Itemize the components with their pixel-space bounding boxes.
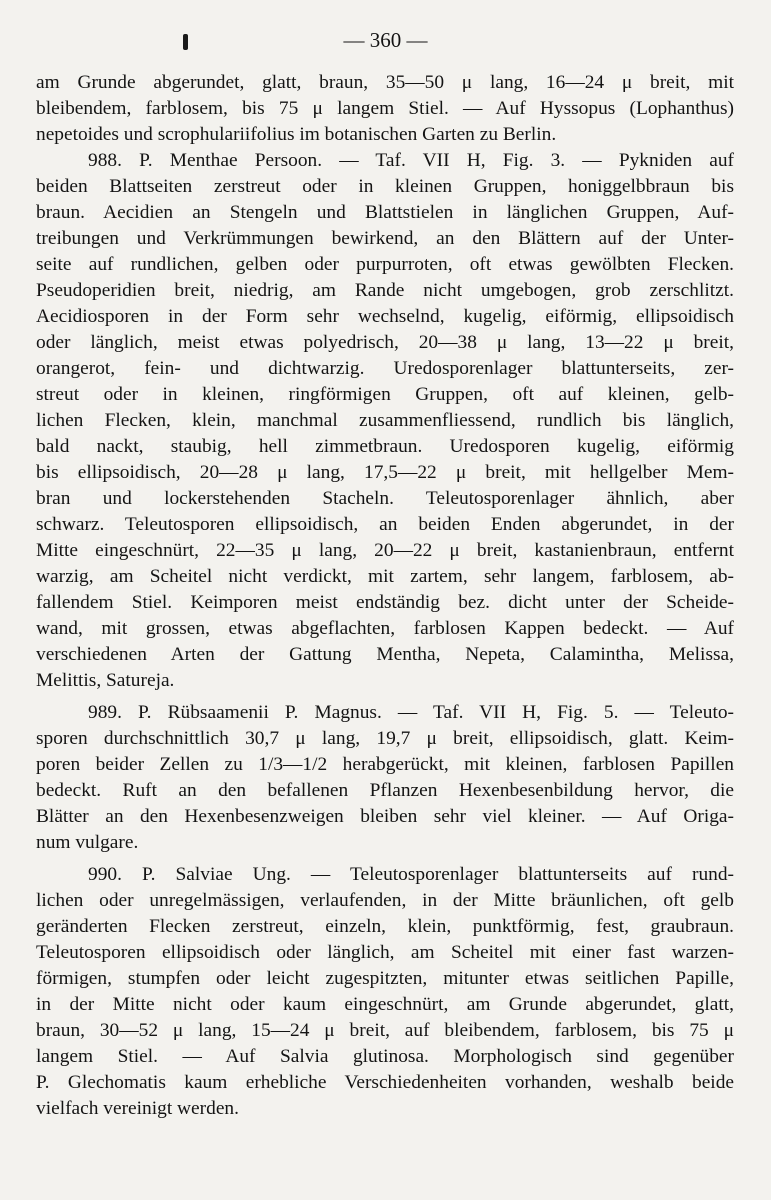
text-line: oder länglich, meist etwas polyedrisch, 20—38 μ lang, 13—22 μ breit, (36, 332, 734, 353)
text-line: beiden Blattseiten zerstreut oder in kleinen Gruppen, honiggelbbraun bis (36, 176, 734, 197)
text-line: Aecidiosporen in der Form sehr wechselnd, kugelig, eiförmig, ellipsoidisch (36, 306, 734, 327)
text-line: treibungen und Verkrümmungen bewirkend, an den Blättern auf der Unter- (36, 228, 734, 249)
text-line: bedeckt. Ruft an den befallenen Pflanzen Hexenbesenbildung hervor, die (36, 780, 734, 801)
text-line: langem Stiel. — Auf Salvia glutinosa. Morphologisch sind gegenüber (36, 1046, 734, 1067)
text-line: in der Mitte nicht oder kaum eingeschnürt, am Grunde abgerundet, glatt, (36, 994, 734, 1015)
text-line: wand, mit grossen, etwas abgeflachten, farblosen Kappen bedeckt. — Auf (36, 618, 734, 639)
text-line: verschiedenen Arten der Gattung Mentha, Nepeta, Calamintha, Melissa, (36, 644, 734, 665)
text-line: fallendem Stiel. Keimporen meist endständig bez. dicht unter der Scheide- (36, 592, 734, 613)
text-line: am Grunde abgerundet, glatt, braun, 35—50 μ lang, 16—24 μ breit, mit (36, 72, 734, 93)
text-line: Melittis, Satureja. (36, 670, 175, 691)
text-line: 990. P. Salviae Ung. — Teleutosporenlager blattunterseits auf rund- (88, 864, 734, 885)
text-line: streut oder in kleinen, ringförmigen Gruppen, oft auf kleinen, gelb- (36, 384, 734, 405)
text-line: warzig, am Scheitel nicht verdickt, mit zartem, sehr langem, farblosem, ab- (36, 566, 734, 587)
text-line: 989. P. Rübsaamenii P. Magnus. — Taf. VII H, Fig. 5. — Teleuto- (88, 702, 734, 723)
text-line: Blätter an den Hexenbesenzweigen bleiben sehr viel kleiner. — Auf Origa- (36, 806, 734, 827)
page-number: — 360 — (343, 28, 428, 52)
text-line: nepetoides und scrophulariifolius im botanischen Garten zu Berlin. (36, 124, 557, 145)
text-line: orangerot, fein- und dichtwarzig. Uredosporenlager blattunterseits, zer- (36, 358, 734, 379)
text-line: schwarz. Teleutosporen ellipsoidisch, an beiden Enden abgerundet, in der (36, 514, 734, 535)
text-line: seite auf rundlichen, gelben oder purpurroten, oft etwas gewölbten Flecken. (36, 254, 734, 275)
text-line: bleibendem, farblosem, bis 75 μ langem Stiel. — Auf Hyssopus (Lophanthus) (36, 98, 734, 119)
text-line: Pseudoperidien breit, niedrig, am Rande nicht umgebogen, grob zerschlitzt. (36, 280, 734, 301)
text-line: bis ellipsoidisch, 20—28 μ lang, 17,5—22 μ breit, mit hellgelber Mem- (36, 462, 734, 483)
text-line: vielfach vereinigt werden. (36, 1098, 239, 1119)
text-line: Mitte eingeschnürt, 22—35 μ lang, 20—22 μ breit, kastanienbraun, entfernt (36, 540, 734, 561)
text-line: lichen oder unregelmässigen, verlaufenden, in der Mitte bräunlichen, oft gelb (36, 890, 734, 911)
text-line: braun. Aecidien an Stengeln und Blattstielen in länglichen Gruppen, Auf- (36, 202, 734, 223)
text-line: poren beider Zellen zu 1/3—1/2 herabgerückt, mit kleinen, farblosen Papillen (36, 754, 734, 775)
text-line: Teleutosporen ellipsoidisch oder länglich, am Scheitel mit einer fast warzen- (36, 942, 734, 963)
text-line: bran und lockerstehenden Stacheln. Teleutosporenlager ähnlich, aber (36, 488, 734, 509)
text-line: lichen Flecken, klein, manchmal zusammenfliessend, rundlich bis länglich, (36, 410, 734, 431)
text-line: num vulgare. (36, 832, 139, 853)
text-line: P. Glechomatis kaum erhebliche Verschiedenheiten vorhanden, weshalb beide (36, 1072, 734, 1093)
text-line: 988. P. Menthae Persoon. — Taf. VII H, Fig. 3. — Pykniden auf (88, 150, 734, 171)
text-line: sporen durchschnittlich 30,7 μ lang, 19,7 μ breit, ellipsoidisch, glatt. Keim- (36, 728, 734, 749)
text-line: förmigen, stumpfen oder leicht zugespitzten, mitunter etwas seitlichen Papille, (36, 968, 734, 989)
text-line: bald nackt, staubig, hell zimmetbraun. Uredosporen kugelig, eiförmig (36, 436, 734, 457)
text-line: braun, 30—52 μ lang, 15—24 μ breit, auf bleibendem, farblosem, bis 75 μ (36, 1020, 734, 1041)
text-line: geränderten Flecken zerstreut, einzeln, klein, punktförmig, fest, graubraun. (36, 916, 734, 937)
